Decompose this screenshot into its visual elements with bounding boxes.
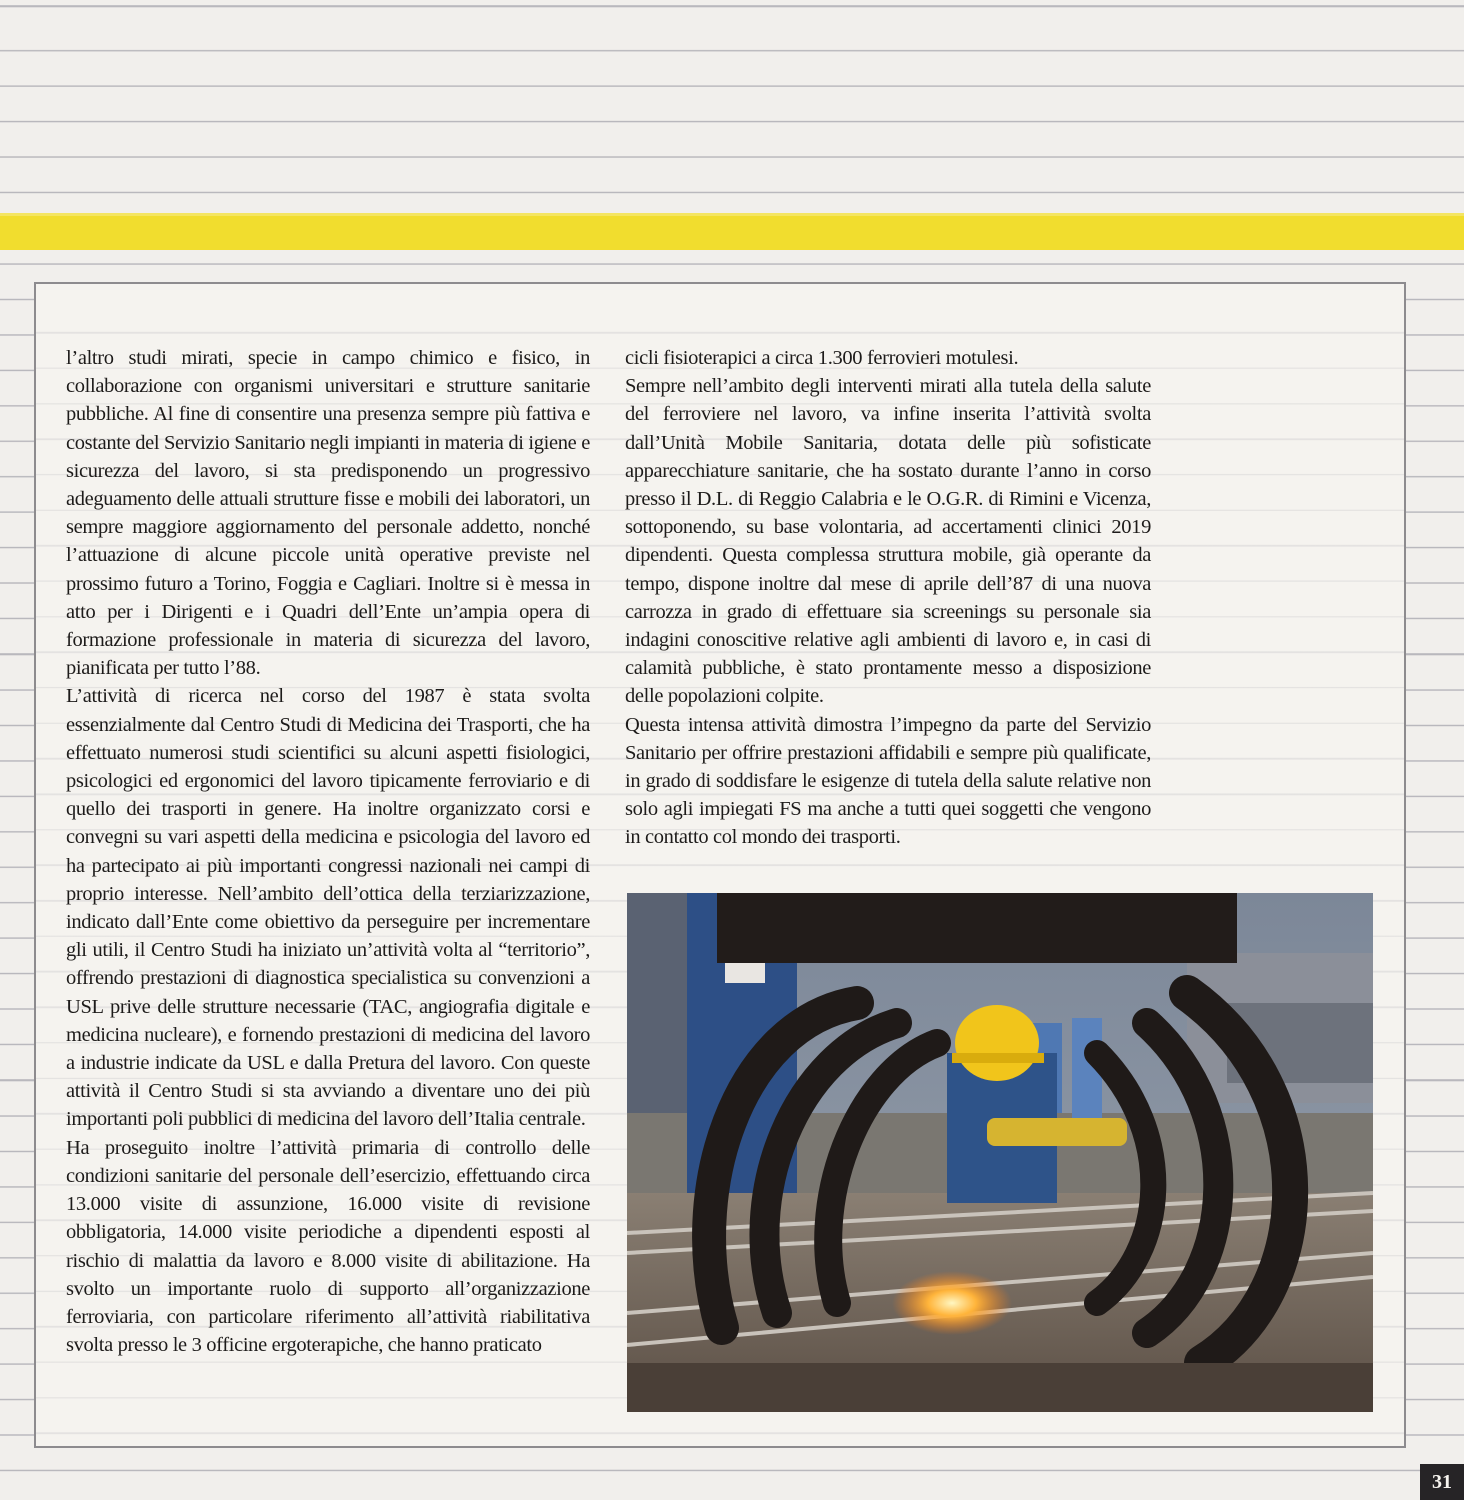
left-paragraph-1: l’altro studi mirati, specie in campo chimico e fisico, in collaborazione con organismi universitari e strutture sanitarie pubbliche. Al fine di consentire una presenza sempre più fattiva e costante del Servizio Sanitario negli impianti in materia di igiene e sicurezza del lavoro, si sta predisponendo un progressivo adeguamento delle attuali strutture fisse e mobili dei laboratori, un sempre maggiore aggiornamento del personale addetto, nonché l’attuazione di alcune piccole unità operative previste nel prossimo futuro a Torino, Foggia e Cagliari. Inoltre si è messa in atto per i Dirigenti e i Quadri dell’Ente un’ampia opera di formazione professionale in materia di sicurezza del lavoro, pianificata per tutto l’88. <box>66 347 590 680</box>
frame-left-rule <box>34 282 36 1448</box>
right-paragraph-2: Sempre nell’ambito degli interventi mirati alla tutela della salute del ferroviere nel lavoro, va infine inserita l’attività svolta dall’Unità Mobile Sanitaria, dotata delle più sofisticate apparecchiature sanitarie, che ha sostato durante l’anno in corso presso il D.L. di Reggio Calabria e le O.G.R. di Rimini e Vicenza, sottoponendo, su base volontaria, ad accertamenti clinici 2019 dipendenti. Questa complessa struttura mobile, già operante da tempo, dispone inoltre dal mese di aprile dell’87 di una nuova carrozza in grado di effettuare sia screenings su personale sia indagini conoscitive relative agli ambienti di lavoro e, in casi di calamità pubbliche, è stato prontamente messo a disposizione delle popolazioni colpite. <box>625 375 1151 708</box>
left-paragraph-3: Ha proseguito inoltre l’attività primaria di controllo delle condizioni sanitarie del personale dell’esercizio, effettuando circa 13.000 visite di assunzione, 16.000 visite di revisione obbligatoria, 14.000 visite periodiche a dipendenti esposti al rischio di malattia da lavoro e 8.000 visite di abilitazione. Ha svolto un importante ruolo di supporto all’organizzazione ferroviaria, con particolare riferimento all’attività riabilitativa svolta presso le 3 officine ergoterapiche, che hanno praticato <box>66 1136 590 1357</box>
right-text-column <box>625 344 1151 852</box>
left-text-column <box>66 344 590 1359</box>
left-paragraph-2: L’attività di ricerca nel corso del 1987 è stata svolta essenzialmente dal Centro Studi di Medicina dei Trasporti, che ha effettuato numerosi studi scientifici su alcuni aspetti fisiologici, psicologici ed ergonomici del lavoro tipicamente ferroviario e di quello dei trasporti in genere. Ha inoltre organizzato corsi e convegni su vari aspetti della medicina e psicologia del lavoro ed ha partecipato ai più importanti congressi nazionali nei campi di proprio interesse. Nell’ambito dell’ottica della terziarizzazione, indicato dall’Ente come obiettivo da perseguire per incrementare gli utili, il Centro Studi ha iniziato un’attività volta al “territorio”, offrendo prestazioni di diagnostica specialistica su convenzioni a USL prive delle strutture necessarie (TAC, angiografia digitale e medicina nucleare), e fornendo prestazioni di medicina del lavoro a industrie indicate da USL e dalla Pretura del lavoro. Con queste attività il Centro Studi si sta avviando a diventare uno dei più importanti poli pubblici di medicina del lavoro dell’Italia centrale. <box>66 685 590 1131</box>
yellow-accent-band <box>0 213 1464 250</box>
frame-bottom-rule <box>34 1446 1406 1448</box>
right-paragraph-1: cicli fisioterapici a circa 1.300 ferrovieri motulesi. <box>625 347 1019 369</box>
frame-right-rule <box>1404 282 1406 1448</box>
right-paragraph-3: Questa intensa attività dimostra l’impegno da parte del Servizio Sanitario per offrire prestazioni affidabili e sempre più qualificate, in grado di soddisfare le esigenze di tutela della salute relative non solo agli impiegati FS ma anche a tutti quei soggetti che vengono in contatto col mondo dei trasporti. <box>625 713 1151 849</box>
railway-welding-photo <box>627 893 1373 1412</box>
railway-welding-illustration <box>627 893 1373 1412</box>
frame-top-rule <box>34 282 1406 284</box>
page-number: 31 <box>1420 1464 1464 1500</box>
